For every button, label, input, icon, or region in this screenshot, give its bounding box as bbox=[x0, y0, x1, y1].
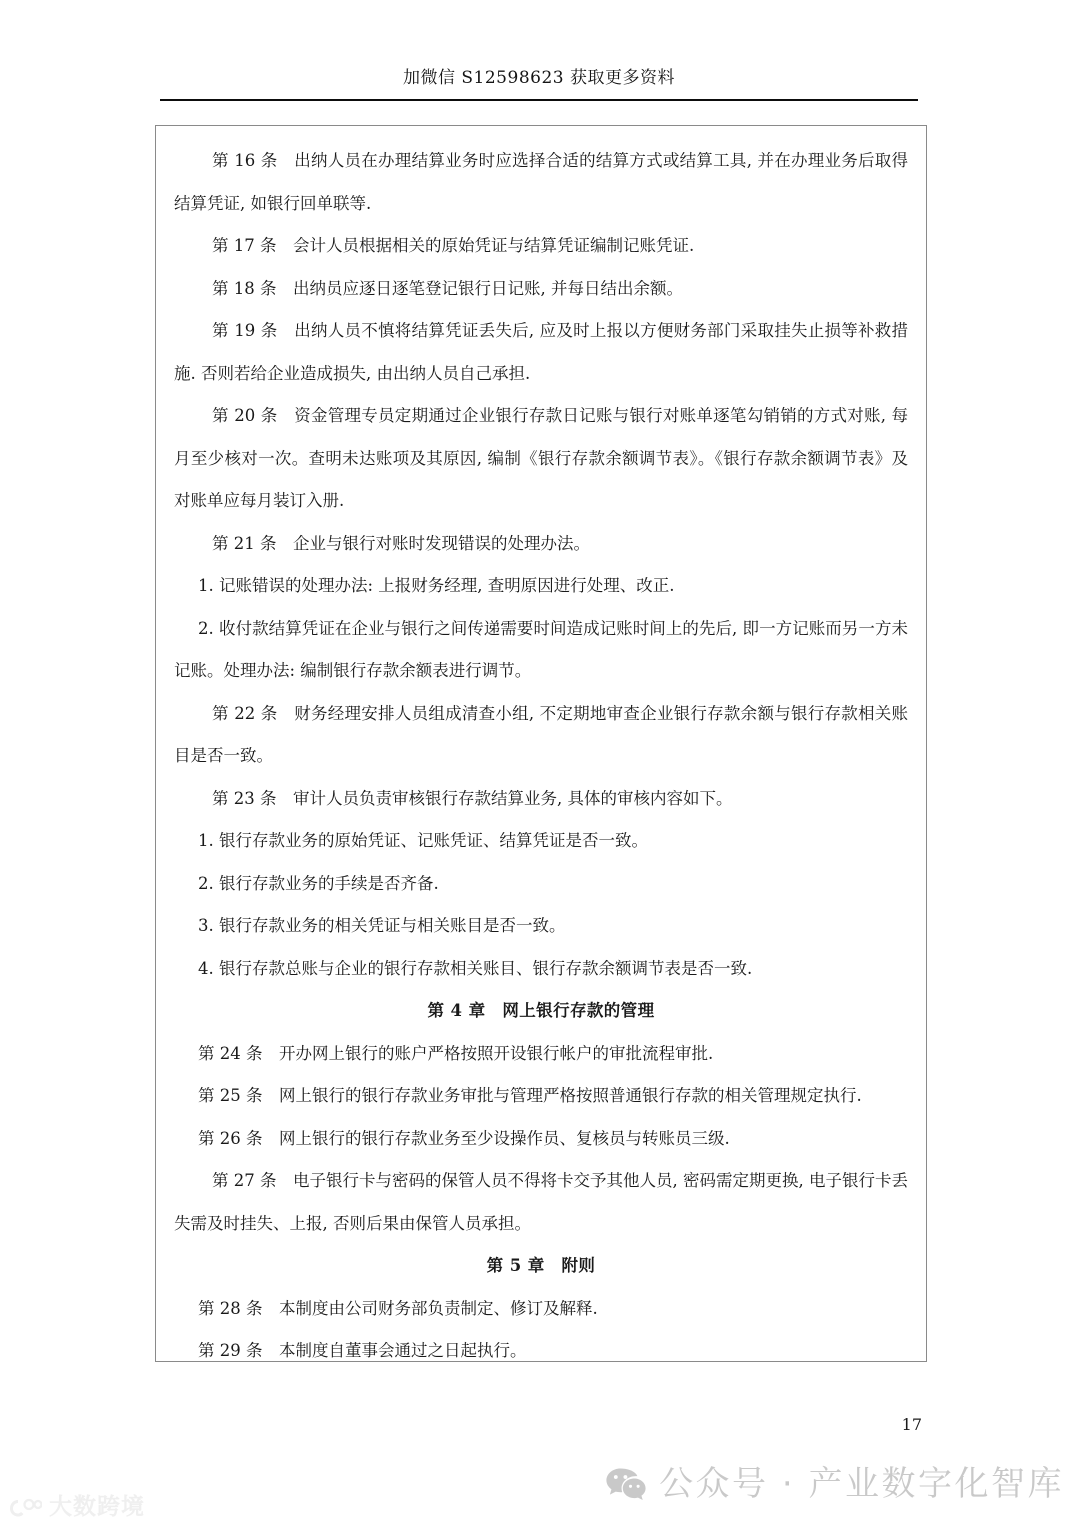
brand-watermark-text: 大数跨境 bbox=[49, 1494, 145, 1520]
clause-item: 3. 银行存款业务的相关凭证与相关账目是否一致。 bbox=[198, 916, 566, 935]
page-number: 17 bbox=[901, 1415, 922, 1434]
article-paragraph: 第 23 条 审计人员负责审核银行存款结算业务, 具体的审核内容如下。 bbox=[212, 788, 733, 808]
chapter-heading: 第 4 章 网上银行存款的管理 bbox=[427, 1001, 655, 1020]
brand-logo-icon bbox=[8, 1497, 42, 1519]
brand-watermark bbox=[8, 1496, 145, 1519]
document-body bbox=[174, 140, 908, 1362]
article-paragraph: 第 21 条 企业与银行对账时发现错误的处理办法。 bbox=[212, 533, 590, 553]
article-paragraph: 第 22 条 财务经理安排人员组成清查小组, 不定期地审查企业银行存款余额与银行存款相关账目是否一致。 bbox=[174, 703, 908, 765]
clause-item: 1. 银行存款业务的原始凭证、记账凭证、结算凭证是否一致。 bbox=[198, 831, 648, 850]
article-paragraph: 第 20 条 资金管理专员定期通过企业银行存款日记账与银行对账单逐笔勾销销的方式对账, 每月至少核对一次。查明未达账项及其原因, 编制《银行存款余额调节表》。《银行存款余额调节表》及对账单应每月装订入册. bbox=[174, 406, 908, 510]
article-paragraph: 第 16 条 出纳人员在办理结算业务时应选择合适的结算方式或结算工具, 并在办理业务后取得结算凭证, 如银行回单联等. bbox=[174, 151, 908, 213]
wechat-watermark bbox=[605, 1464, 1064, 1504]
article-paragraph: 第 18 条 出纳员应逐日逐笔登记银行日记账, 并每日结出余额。 bbox=[212, 278, 683, 298]
wechat-watermark-text: 公众号 · 产业数字化智库 bbox=[659, 1464, 1064, 1504]
article-paragraph: 第 17 条 会计人员根据相关的原始凭证与结算凭证编制记账凭证. bbox=[212, 236, 695, 255]
article-paragraph: 第 26 条 网上银行的银行存款业务至少设操作员、复核员与转账员三级. bbox=[198, 1128, 730, 1148]
header-divider-rule bbox=[160, 99, 918, 101]
clause-item: 4. 银行存款总账与企业的银行存款相关账目、银行存款余额调节表是否一致. bbox=[198, 958, 753, 978]
article-paragraph: 第 27 条 电子银行卡与密码的保管人员不得将卡交予其他人员, 密码需定期更换, 电子银行卡丢失需及时挂失、上报, 否则后果由保管人员承担。 bbox=[174, 1171, 908, 1233]
article-paragraph: 第 24 条 开办网上银行的账户严格按照开设银行帐户的审批流程审批. bbox=[198, 1043, 714, 1063]
clause-item: 2. 银行存款业务的手续是否齐备. bbox=[198, 873, 439, 893]
page-running-header bbox=[160, 68, 918, 88]
article-paragraph: 第 25 条 网上银行的银行存款业务审批与管理严格按照普通银行存款的相关管理规定执行. bbox=[198, 1086, 862, 1105]
clause-item: 2. 收付款结算凭证在企业与银行之间传递需要时间造成记账时间上的先后, 即一方记账而另一方未记账。处理办法: 编制银行存款余额表进行调节。 bbox=[174, 618, 908, 680]
wechat-icon bbox=[605, 1467, 647, 1501]
article-paragraph: 第 28 条 本制度由公司财务部负责制定、修订及解释. bbox=[198, 1298, 598, 1318]
running-header-text: 加微信 S12598623 获取更多资料 bbox=[403, 68, 675, 88]
article-paragraph: 第 19 条 出纳人员不慎将结算凭证丢失后, 应及时上报以方便财务部门采取挂失止损等补救措施. 否则若给企业造成损失, 由出纳人员自己承担. bbox=[174, 321, 908, 383]
clause-item: 1. 记账错误的处理办法: 上报财务经理, 查明原因进行处理、改正. bbox=[198, 576, 675, 595]
content-frame bbox=[155, 125, 927, 1362]
article-paragraph: 第 29 条 本制度自董事会通过之日起执行。 bbox=[198, 1341, 527, 1360]
chapter-heading: 第 5 章 附则 bbox=[486, 1256, 596, 1275]
